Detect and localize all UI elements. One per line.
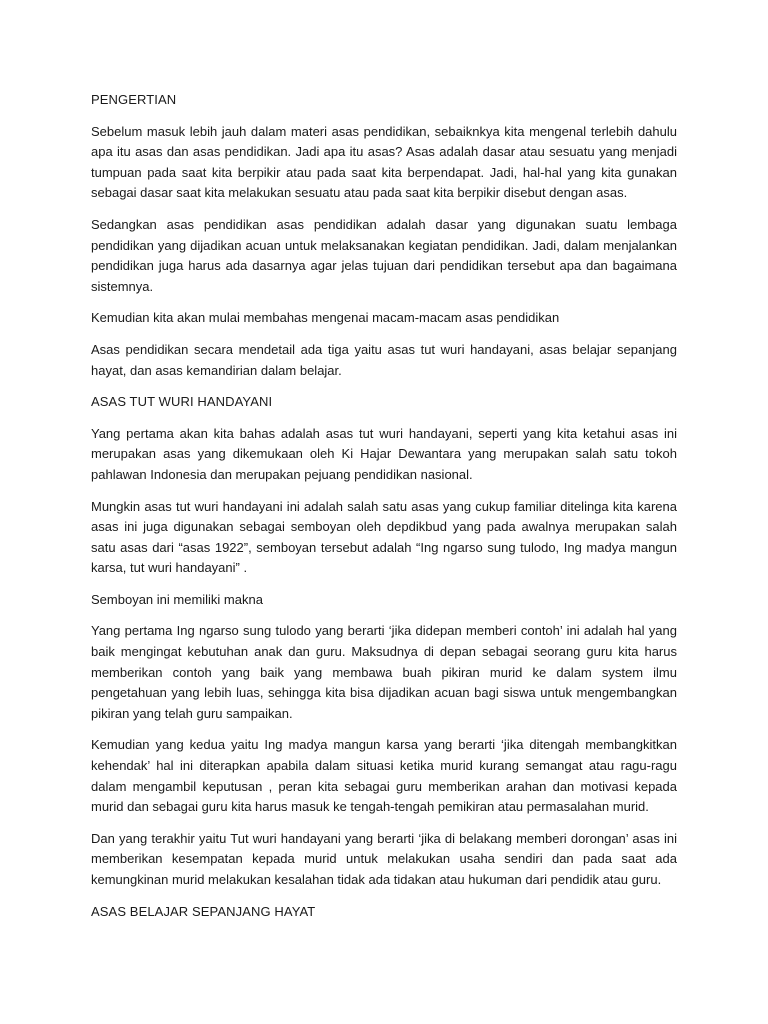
paragraph-semboyan-makna: Semboyan ini memiliki makna xyxy=(91,591,263,607)
section-heading-pengertian: PENGERTIAN xyxy=(91,92,177,107)
paragraph-tut-wuri: Dan yang terakhir yaitu Tut wuri handayani yang berarti ‘jika di belakang memberi dorongan’ asas ini memberikan kesempatan kepada murid untuk melakukan usaha sendiri dan pada saat ada kemungkinan murid melakukan kesalahan tidak ada tidakan atau hukuman dari pendidik atau guru. xyxy=(91,830,677,887)
paragraph-ing-madya: Kemudian yang kedua yaitu Ing madya mangun karsa yang berarti ‘jika ditengah membangkitkan kehendak’ hal ini diterapkan apabila dalam situasi ketika murid kurang semangat atau ragu-ragu dalam mengambil keputusan , peran kita sebagai guru memberikan arahan dan motivasi kepada murid dan sebagai guru kita harus masuk ke tengah-tengah pemikiran atau permasalahan murid. xyxy=(91,737,677,815)
paragraph-tiga-asas: Asas pendidikan secara mendetail ada tiga yaitu asas tut wuri handayani, asas belajar sepanjang hayat, dan asas kemandirian dalam belajar. xyxy=(91,341,677,378)
paragraph-definition-asas: Sebelum masuk lebih jauh dalam materi asas pendidikan, sebaiknkya kita mengenal terlebih dahulu apa itu asas dan asas pendidikan. Jadi apa itu asas? Asas adalah dasar atau sesuatu yang menjadi tumpuan pada saat kita berpikir atau pada saat kita berpendapat. Jadi, hal-hal yang kita gunakan sebagai dasar saat kita melakukan sesuatu atau pada saat kita berpikir disebut dengan asas. xyxy=(91,123,677,201)
section-heading-belajar-sepanjang-hayat: ASAS BELAJAR SEPANJANG HAYAT xyxy=(91,903,316,919)
paragraph-tut-wuri-semboyan: Mungkin asas tut wuri handayani ini adalah salah satu asas yang cukup familiar ditelinga kita karena asas ini juga digunakan sebagai semboyan oleh depdikbud yang pada awalnya merupakan salah satu asas dari “asas 1922”, semboyan tersebut adalah “Ing ngarso sung tulodo, Ing madya mangun karsa, tut wuri handayani” . xyxy=(91,498,677,576)
paragraph-tut-wuri-intro: Yang pertama akan kita bahas adalah asas tut wuri handayani, seperti yang kita ketahui asas ini merupakan asas yang dikemukaan oleh Ki Hajar Dewantara yang merupakan salah satu tokoh pahlawan Indonesia dan merupakan pejuang pendidikan nasional. xyxy=(91,425,677,482)
section-heading-tut-wuri-handayani: ASAS TUT WURI HANDAYANI xyxy=(91,394,273,410)
paragraph-intro-macam-asas: Kemudian kita akan mulai membahas mengenai macam-macam asas pendidikan xyxy=(91,310,560,326)
paragraph-definition-asas-pendidikan: Sedangkan asas pendidikan asas pendidikan adalah dasar yang digunakan suatu lembaga pendidikan yang dijadikan acuan untuk melaksanakan kegiatan pendidikan. Jadi, dalam menjalankan pendidikan juga harus ada dasarnya agar jelas tujuan dari pendidikan tersebut apa dan bagaimana sistemnya. xyxy=(91,216,677,294)
paragraph-ing-ngarso: Yang pertama Ing ngarso sung tulodo yang berarti ‘jika didepan memberi contoh’ ini adalah hal yang baik mengingat kebutuhan anak dan guru. Maksudnya di depan sebagai seorang guru kita harus memberikan contoh yang baik yang membawa buah pikiran murid ke dalam system ilmu pengetahuan yang lebih luas, sehingga kita bisa dijadikan acuan bagi siswa untuk mengembangkan pikiran yang telah guru sampaikan. xyxy=(91,623,677,721)
document-page xyxy=(91,90,677,933)
